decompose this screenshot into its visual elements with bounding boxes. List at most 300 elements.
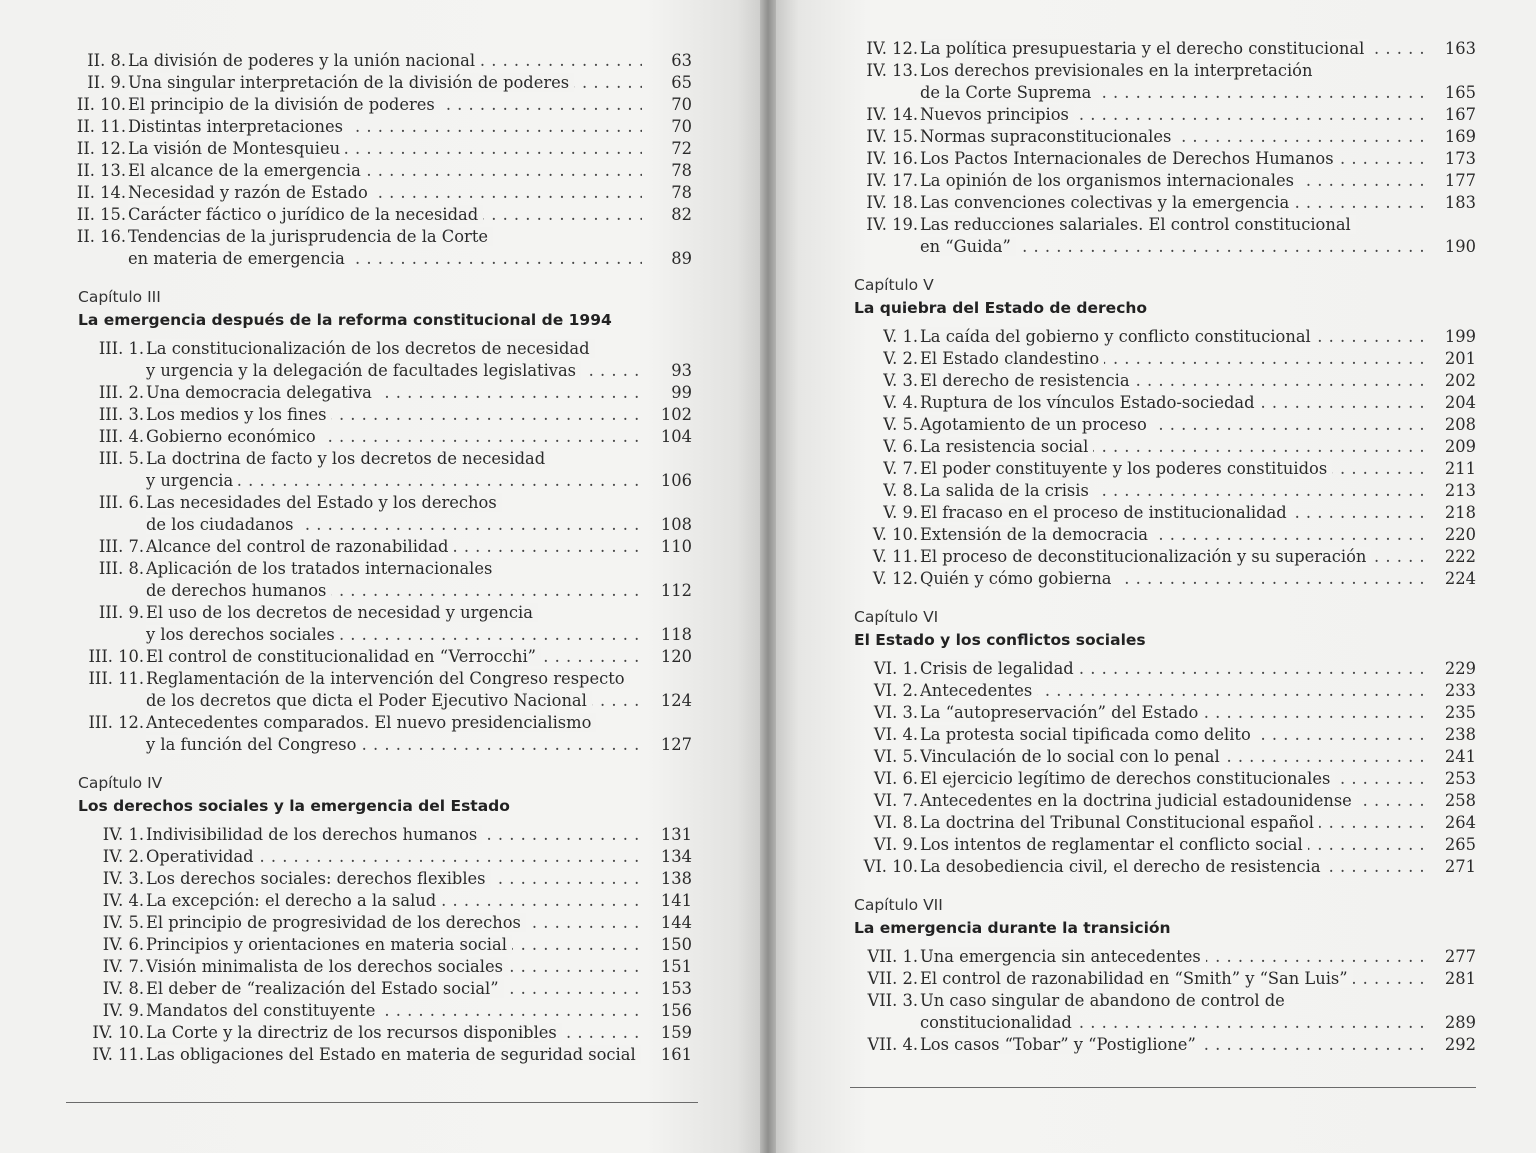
entry-page-number: 204 — [1444, 393, 1476, 412]
entry-page-number: 156 — [660, 1001, 692, 1020]
entry-page-number: 222 — [1444, 547, 1476, 566]
toc-entry — [78, 426, 692, 448]
entry-title-line — [146, 426, 642, 448]
entry-title-line — [146, 934, 642, 956]
entry-title-text: Los derechos sociales: derechos flexibles — [146, 869, 491, 888]
entry-number: III. 5. — [98, 449, 144, 468]
entry-page-number: 165 — [1444, 83, 1476, 102]
entry-page-number: 72 — [671, 139, 692, 158]
entry-number: II. 10. — [76, 95, 126, 114]
entry-title-text: de los decretos que dicta el Poder Ejecutivo Nacional — [146, 691, 592, 710]
entry-page-number: 89 — [671, 249, 692, 268]
toc-entry — [854, 680, 1476, 702]
entry-number: II. 15. — [76, 205, 126, 224]
entry-number: VI. 7. — [873, 791, 918, 810]
toc-entry — [78, 602, 692, 646]
entry-number: VI. 4. — [873, 725, 918, 744]
entry-title-text: El alcance de la emergencia — [128, 161, 366, 180]
entry-title-text: La caída del gobierno y conflicto constitucional — [920, 327, 1316, 346]
entry-page-number: 199 — [1444, 327, 1476, 346]
entry-number: IV. 9. — [102, 1001, 144, 1020]
entry-title-text: El deber de “realización del Estado social” — [146, 979, 504, 998]
entry-number: VII. 1. — [867, 947, 918, 966]
entry-title-text: Ruptura de los vínculos Estado-sociedad — [920, 393, 1260, 412]
entry-title-text: El ejercicio legítimo de derechos constitucionales — [920, 769, 1335, 788]
toc-entry — [78, 536, 692, 558]
entry-title-text: El control de razonabilidad en “Smith” y “San Luis” — [920, 969, 1353, 988]
entry-title-text: Los casos “Tobar” y “Postiglione” — [920, 1035, 1201, 1054]
toc-entry — [78, 912, 692, 934]
toc-entry — [854, 946, 1476, 968]
entry-page-number: 120 — [660, 647, 692, 666]
entry-title-line — [146, 580, 642, 602]
entry-title-line — [920, 436, 1426, 458]
entry-page-number: 258 — [1444, 791, 1476, 810]
entry-title-line — [146, 1000, 642, 1022]
entry-number: V. 10. — [872, 525, 918, 544]
toc-entry — [854, 370, 1476, 392]
entry-title-line — [128, 248, 642, 270]
entry-title-line — [920, 392, 1426, 414]
toc-entry — [854, 480, 1476, 502]
entry-number: IV. 3. — [102, 869, 144, 888]
toc-entry — [78, 492, 692, 536]
entry-page-number: 153 — [660, 979, 692, 998]
toc-entry — [854, 658, 1476, 680]
toc-entry — [78, 646, 692, 668]
entry-number: IV. 10. — [92, 1023, 144, 1042]
toc-entry — [78, 846, 692, 868]
entry-page-number: 229 — [1444, 659, 1476, 678]
entry-title-text: El principio de la división de poderes — [128, 95, 440, 114]
entry-title-line — [146, 890, 642, 912]
entry-page-number: 173 — [1444, 149, 1476, 168]
entry-page-number: 241 — [1444, 747, 1476, 766]
entry-title-line — [128, 204, 642, 226]
entry-title-text: Necesidad y razón de Estado — [128, 183, 373, 202]
entry-number: V. 8. — [883, 481, 918, 500]
entry-title-line — [146, 360, 642, 382]
entry-number: VI. 6. — [873, 769, 918, 788]
entry-title-line — [128, 50, 642, 72]
entry-page-number: 151 — [660, 957, 692, 976]
entry-page-number: 289 — [1444, 1013, 1476, 1032]
entry-number: VI. 1. — [873, 659, 918, 678]
entry-title-line — [146, 734, 642, 756]
toc-entry — [854, 348, 1476, 370]
entry-page-number: 213 — [1444, 481, 1476, 500]
entry-number: II. 16. — [76, 227, 126, 246]
entry-title-text: La “autopreservación” del Estado — [920, 703, 1203, 722]
entry-number: III. 6. — [98, 493, 144, 512]
entry-title-text: Extensión de la democracia — [920, 525, 1153, 544]
entry-title-line — [128, 72, 642, 94]
entry-number: III. 1. — [98, 339, 144, 358]
entry-title-line — [920, 946, 1426, 968]
toc-entry — [854, 702, 1476, 724]
toc-entry — [78, 448, 692, 492]
entry-page-number: 177 — [1444, 171, 1476, 190]
toc-entry — [854, 392, 1476, 414]
toc-entry — [854, 524, 1476, 546]
entry-number: V. 9. — [883, 503, 918, 522]
entry-number: IV. 14. — [866, 105, 918, 124]
toc-entry — [854, 968, 1476, 990]
toc-entry — [60, 94, 692, 116]
entry-title-line — [128, 116, 642, 138]
toc-list — [78, 338, 692, 756]
entry-page-number: 271 — [1444, 857, 1476, 876]
entry-title-text: Reglamentación de la intervención del Congreso respecto — [146, 669, 630, 688]
entry-title-line — [920, 834, 1426, 856]
entry-title-line — [920, 502, 1426, 524]
entry-number: VI. 5. — [873, 747, 918, 766]
entry-page-number: 264 — [1444, 813, 1476, 832]
toc-entry — [854, 104, 1476, 126]
entry-title-line — [920, 192, 1426, 214]
toc-entry — [78, 338, 692, 382]
entry-page-number: 99 — [671, 383, 692, 402]
entry-title-line — [146, 956, 642, 978]
entry-title-line — [128, 94, 642, 116]
entry-page-number: 161 — [660, 1045, 692, 1064]
entry-title-text: La visión de Montesquieu — [128, 139, 345, 158]
chapter-label: Capítulo IV — [78, 774, 163, 792]
entry-page-number: 63 — [671, 51, 692, 70]
entry-title-text: Una democracia delegativa — [146, 383, 377, 402]
chapter-title: La emergencia después de la reforma constitucional de 1994 — [78, 311, 612, 329]
entry-title-line — [146, 846, 642, 868]
toc-entry — [854, 60, 1476, 104]
entry-number: V. 2. — [883, 349, 918, 368]
entry-title-line — [920, 326, 1426, 348]
entry-page-number: 112 — [660, 581, 692, 600]
entry-title-text: La excepción: el derecho a la salud — [146, 891, 441, 910]
toc-entry — [78, 558, 692, 602]
entry-number: VI. 10. — [863, 857, 918, 876]
entry-title-line — [146, 912, 642, 934]
entry-number: III. 12. — [88, 713, 144, 732]
toc-entry — [854, 148, 1476, 170]
entry-number: V. 6. — [883, 437, 918, 456]
entry-title-line — [920, 370, 1426, 392]
toc-entry — [854, 746, 1476, 768]
entry-page-number: 134 — [660, 847, 692, 866]
entry-title-text: Antecedentes comparados. El nuevo presidencialismo — [146, 713, 596, 732]
entry-title-line — [920, 1034, 1426, 1056]
entry-title-line — [146, 404, 642, 426]
chapter-4 — [78, 772, 692, 1066]
entry-number: II. 11. — [76, 117, 126, 136]
entry-title-text: El uso de los decretos de necesidad y urgencia — [146, 603, 538, 622]
entry-page-number: 93 — [671, 361, 692, 380]
entry-title-text: Principios y orientaciones en materia social — [146, 935, 512, 954]
entry-page-number: 159 — [660, 1023, 692, 1042]
toc-entry — [854, 170, 1476, 192]
entry-number: II. 13. — [76, 161, 126, 180]
toc-list — [854, 38, 1476, 258]
entry-title-line — [920, 702, 1426, 724]
entry-page-number: 169 — [1444, 127, 1476, 146]
entry-title-line — [920, 790, 1426, 812]
entry-page-number: 70 — [671, 95, 692, 114]
entry-title-text: y los derechos sociales — [146, 625, 340, 644]
toc-entry — [60, 182, 692, 204]
toc-entry — [854, 458, 1476, 480]
entry-title-line — [920, 60, 1426, 82]
entry-number: IV. 13. — [866, 61, 918, 80]
entry-title-text: Los Pactos Internacionales de Derechos Humanos — [920, 149, 1339, 168]
toc-entry — [78, 1022, 692, 1044]
entry-title-line — [128, 182, 642, 204]
toc-entry — [854, 568, 1476, 590]
toc-entry — [78, 668, 692, 712]
entry-number: IV. 16. — [866, 149, 918, 168]
entry-title-text: El derecho de resistencia — [920, 371, 1135, 390]
footer-rule — [850, 1087, 1476, 1088]
entry-title-line — [920, 1012, 1426, 1034]
entry-title-text: Una emergencia sin antecedentes — [920, 947, 1206, 966]
entry-number: VI. 2. — [873, 681, 918, 700]
entry-title-text: Agotamiento de un proceso — [920, 415, 1152, 434]
entry-title-text: Tendencias de la jurisprudencia de la Corte — [128, 227, 493, 246]
entry-title-text: Los medios y los fines — [146, 405, 331, 424]
entry-number: III. 9. — [98, 603, 144, 622]
entry-title-line — [146, 1044, 642, 1066]
toc-entry — [854, 790, 1476, 812]
entry-title-line — [146, 1022, 642, 1044]
entry-number: V. 3. — [883, 371, 918, 390]
entry-number: V. 7. — [883, 459, 918, 478]
toc-entry — [60, 204, 692, 226]
entry-page-number: 208 — [1444, 415, 1476, 434]
toc-entry — [78, 978, 692, 1000]
entry-number: IV. 2. — [102, 847, 144, 866]
toc-entry — [854, 724, 1476, 746]
entry-title-text: en “Guida” — [920, 237, 1016, 256]
entry-number: IV. 12. — [866, 39, 918, 58]
entry-title-line — [146, 558, 642, 580]
toc-list — [854, 946, 1476, 1056]
chapter-title: Los derechos sociales y la emergencia del Estado — [78, 797, 510, 815]
entry-title-line — [920, 480, 1426, 502]
toc-entry — [854, 414, 1476, 436]
entry-title-text: Las convenciones colectivas y la emergencia — [920, 193, 1294, 212]
toc-entry — [78, 956, 692, 978]
toc-entry — [78, 868, 692, 890]
entry-title-text: de la Corte Suprema — [920, 83, 1096, 102]
entry-page-number: 124 — [660, 691, 692, 710]
entry-page-number: 235 — [1444, 703, 1476, 722]
toc-entry — [60, 50, 692, 72]
entry-page-number: 281 — [1444, 969, 1476, 988]
entry-number: V. 12. — [872, 569, 918, 588]
entry-number: II. 14. — [76, 183, 126, 202]
entry-title-line — [920, 968, 1426, 990]
toc-entry — [854, 326, 1476, 348]
entry-title-text: de derechos humanos — [146, 581, 331, 600]
entry-title-text: Mandatos del constituyente — [146, 1001, 380, 1020]
entry-number: IV. 18. — [866, 193, 918, 212]
entry-title-line — [920, 236, 1426, 258]
toc-entry — [854, 834, 1476, 856]
toc-entry — [854, 812, 1476, 834]
entry-title-line — [146, 690, 642, 712]
book-gutter — [760, 0, 776, 1153]
entry-title-text: Las reducciones salariales. El control constitucional — [920, 215, 1356, 234]
entry-number: IV. 19. — [866, 215, 918, 234]
entry-page-number: 127 — [660, 735, 692, 754]
entry-title-text: Una singular interpretación de la división de poderes — [128, 73, 574, 92]
entry-title-text: Vinculación de lo social con lo penal — [920, 747, 1225, 766]
entry-title-text: La protesta social tipificada como delito — [920, 725, 1256, 744]
right-toc — [854, 38, 1476, 1056]
entry-title-text: Operatividad — [146, 847, 259, 866]
entry-page-number: 78 — [671, 161, 692, 180]
entry-title-line — [920, 214, 1426, 236]
entry-number: III. 10. — [88, 647, 144, 666]
entry-title-text: La resistencia social — [920, 437, 1093, 456]
entry-title-line — [920, 414, 1426, 436]
entry-title-text: Las necesidades del Estado y los derechos — [146, 493, 502, 512]
entry-number: II. 12. — [76, 139, 126, 158]
entry-page-number: 277 — [1444, 947, 1476, 966]
entry-title-text: y urgencia y la delegación de facultades legislativas — [146, 361, 581, 380]
entry-page-number: 253 — [1444, 769, 1476, 788]
entry-number: III. 4. — [98, 427, 144, 446]
entry-title-text: y urgencia — [146, 471, 238, 490]
toc-entry — [78, 934, 692, 956]
entry-page-number: 292 — [1444, 1035, 1476, 1054]
entry-number: IV. 7. — [102, 957, 144, 976]
toc-entry — [854, 126, 1476, 148]
entry-title-line — [146, 536, 642, 558]
entry-page-number: 224 — [1444, 569, 1476, 588]
entry-title-text: Distintas interpretaciones — [128, 117, 348, 136]
entry-page-number: 190 — [1444, 237, 1476, 256]
entry-title-text: y la función del Congreso — [146, 735, 361, 754]
entry-title-line — [920, 348, 1426, 370]
toc-entry — [854, 192, 1476, 214]
toc-list — [854, 326, 1476, 590]
entry-title-line — [920, 680, 1426, 702]
entry-number: IV. 5. — [102, 913, 144, 932]
toc-entry — [854, 1034, 1476, 1056]
entry-title-line — [146, 624, 642, 646]
entry-number: IV. 6. — [102, 935, 144, 954]
toc-entry — [854, 990, 1476, 1034]
chapter-5 — [854, 274, 1476, 590]
entry-title-text: La doctrina del Tribunal Constitucional español — [920, 813, 1319, 832]
entry-title-line — [146, 712, 642, 734]
entry-title-text: Las obligaciones del Estado en materia de seguridad social — [146, 1045, 641, 1064]
entry-title-line — [920, 856, 1426, 878]
entry-title-text: El principio de progresividad de los derechos — [146, 913, 526, 932]
entry-title-text: La división de poderes y la unión nacional — [128, 51, 480, 70]
entry-title-text: Un caso singular de abandono de control de — [920, 991, 1290, 1010]
toc-entry — [78, 824, 692, 846]
entry-title-line — [920, 104, 1426, 126]
chapter-7 — [854, 894, 1476, 1056]
entry-title-text: Carácter fáctico o jurídico de la necesidad — [128, 205, 483, 224]
entry-title-text: El Estado clandestino — [920, 349, 1104, 368]
entry-title-text: Normas supraconstitucionales — [920, 127, 1176, 146]
entry-title-line — [920, 82, 1426, 104]
entry-number: VII. 4. — [867, 1035, 918, 1054]
entry-title-line — [920, 524, 1426, 546]
entry-title-line — [128, 226, 642, 248]
toc-list — [78, 824, 692, 1066]
entry-page-number: 131 — [660, 825, 692, 844]
toc-entry — [60, 72, 692, 94]
entry-number: III. 3. — [98, 405, 144, 424]
entry-title-text: en materia de emergencia — [128, 249, 350, 268]
toc-entry — [78, 382, 692, 404]
toc-entry — [60, 226, 692, 270]
entry-page-number: 150 — [660, 935, 692, 954]
entry-title-text: Antecedentes en la doctrina judicial estadounidense — [920, 791, 1357, 810]
entry-number: III. 7. — [98, 537, 144, 556]
entry-title-line — [920, 812, 1426, 834]
entry-title-line — [920, 546, 1426, 568]
chapter-3 — [78, 286, 692, 756]
chapter-title: La quiebra del Estado de derecho — [854, 299, 1148, 317]
entry-title-text: La salida de la crisis — [920, 481, 1094, 500]
entry-title-line — [146, 470, 642, 492]
entry-title-line — [146, 978, 642, 1000]
entry-number: III. 11. — [88, 669, 144, 688]
entry-number: V. 5. — [883, 415, 918, 434]
entry-title-line — [920, 458, 1426, 480]
entry-title-text: La constitucionalización de los decretos de necesidad — [146, 339, 595, 358]
entry-title-line — [146, 824, 642, 846]
entry-number: VI. 3. — [873, 703, 918, 722]
entry-page-number: 65 — [671, 73, 692, 92]
entry-title-line — [146, 492, 642, 514]
entry-number: IV. 4. — [102, 891, 144, 910]
entry-title-line — [146, 668, 642, 690]
entry-title-line — [920, 38, 1426, 60]
entry-title-line — [920, 170, 1426, 192]
entry-title-line — [146, 382, 642, 404]
toc-entry — [78, 404, 692, 426]
entry-number: IV. 1. — [102, 825, 144, 844]
entry-page-number: 144 — [660, 913, 692, 932]
entry-page-number: 108 — [660, 515, 692, 534]
entry-page-number: 238 — [1444, 725, 1476, 744]
toc-entry — [854, 502, 1476, 524]
entry-number: IV. 11. — [92, 1045, 144, 1064]
entry-page-number: 138 — [660, 869, 692, 888]
entry-page-number: 218 — [1444, 503, 1476, 522]
entry-title-line — [146, 602, 642, 624]
entry-title-text: Los derechos previsionales en la interpretación — [920, 61, 1317, 80]
entry-number: IV. 8. — [102, 979, 144, 998]
entry-page-number: 78 — [671, 183, 692, 202]
entry-page-number: 82 — [671, 205, 692, 224]
entry-number: V. 11. — [872, 547, 918, 566]
entry-number: IV. 17. — [866, 171, 918, 190]
entry-number: V. 1. — [883, 327, 918, 346]
entry-title-text: Gobierno económico — [146, 427, 321, 446]
toc-entry — [78, 1044, 692, 1066]
left-page — [0, 0, 760, 1153]
chapter-title: La emergencia durante la transición — [854, 919, 1171, 937]
entry-title-text: Quién y cómo gobierna — [920, 569, 1117, 588]
entry-page-number: 106 — [660, 471, 692, 490]
entry-page-number: 233 — [1444, 681, 1476, 700]
entry-title-text: La opinión de los organismos internacionales — [920, 171, 1299, 190]
